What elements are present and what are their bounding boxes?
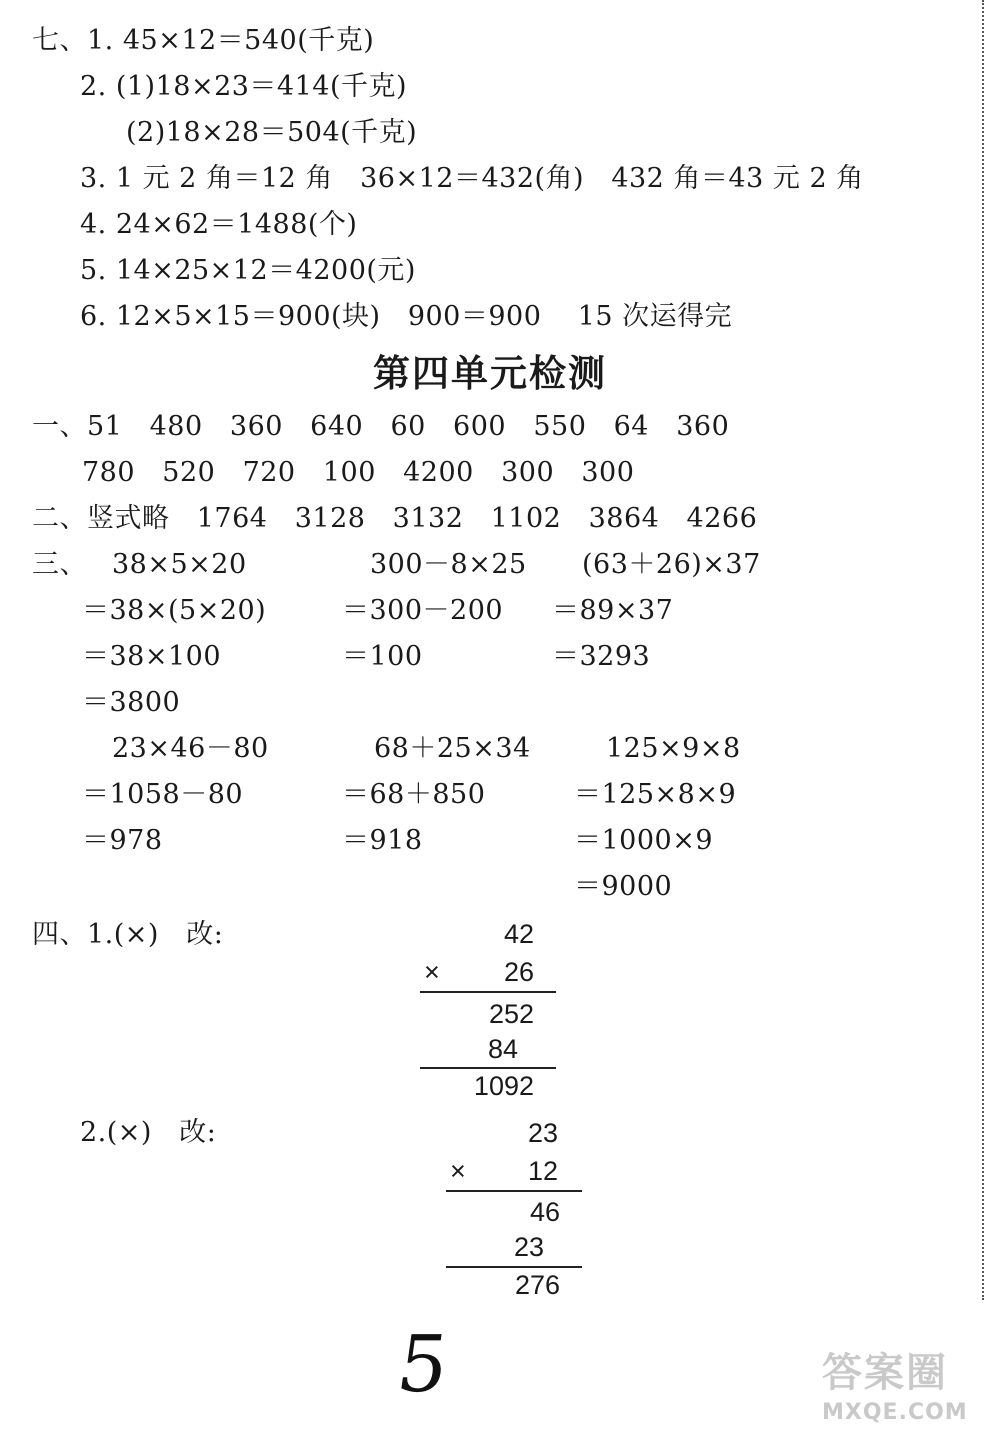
divider-line <box>446 1190 582 1192</box>
page-title: 第四单元检测 <box>373 352 607 395</box>
q4-item-2-label: 2.(×) 改: <box>80 1117 217 1148</box>
q3-calc-1-step-2: ＝38×(5×20) <box>82 595 267 626</box>
partial-product-2: 23 <box>513 1232 544 1262</box>
s7-line-4: 3. 1 元 2 角＝12 角 36×12＝432(角) 432 角＝43 元 2 角 <box>80 163 864 194</box>
q3-calc-6-step-2: ＝125×8×9 <box>574 779 737 810</box>
s7-line-5: 4. 24×62＝1488(个) <box>80 209 358 240</box>
multiplicand: 42 <box>503 919 534 949</box>
q3-calc-5-step-3: ＝918 <box>342 825 423 856</box>
q3-calc-4-step-3: ＝978 <box>82 825 163 856</box>
q3-calc-3-step-1: (63＋26)×37 <box>582 549 761 580</box>
q3-calc-3-step-2: ＝89×37 <box>552 595 674 626</box>
q3-calc-1-step-3: ＝38×100 <box>82 641 222 672</box>
divider-line <box>420 1067 556 1069</box>
q3-calc-2-step-3: ＝100 <box>342 641 423 672</box>
q3-calc-1-step-4: ＝3800 <box>82 687 181 718</box>
divider-line <box>420 991 556 993</box>
q3-calc-4-step-2: ＝1058－80 <box>82 779 244 810</box>
product: 1092 <box>473 1071 534 1101</box>
q3-calc-2-step-2: ＝300－200 <box>342 595 504 626</box>
q3-calc-6-step-1: 125×9×8 <box>606 733 741 764</box>
dotted-edge <box>982 0 984 1300</box>
s7-line-2: 2. (1)18×23＝414(千克) <box>80 71 408 102</box>
watermark-url: MXQE.COM <box>822 1400 968 1425</box>
s7-line-1: 七、1. 45×12＝540(千克) <box>32 25 375 56</box>
watermark-text: 答案圈 <box>822 1350 948 1396</box>
divider-line <box>446 1266 582 1268</box>
q1-row-2: 780 520 720 100 4200 300 300 <box>82 457 635 488</box>
q4-item-1-label: 四、1.(×) 改: <box>32 919 224 950</box>
page-number: 5 <box>391 1320 454 1410</box>
s7-line-3: (2)18×28＝504(千克) <box>126 117 418 148</box>
q3-calc-6-step-4: ＝9000 <box>574 871 673 902</box>
q2-row: 二、竖式略 1764 3128 3132 1102 3864 4266 <box>32 503 758 534</box>
q3-label: 三、 <box>32 549 87 580</box>
product: 276 <box>514 1270 560 1300</box>
q3-calc-1-step-1: 38×5×20 <box>112 549 247 580</box>
q3-calc-3-step-3: ＝3293 <box>552 641 651 672</box>
q3-calc-6-step-3: ＝1000×9 <box>574 825 714 856</box>
multiplicand: 23 <box>527 1118 558 1148</box>
multiplier: 26 <box>503 957 534 987</box>
watermark-logo <box>822 1348 992 1438</box>
partial-product-1: 252 <box>488 999 534 1029</box>
q1-row-1: 一、51 480 360 640 60 600 550 64 360 <box>32 411 730 442</box>
multiplier: 12 <box>527 1156 558 1186</box>
q3-calc-4-step-1: 23×46－80 <box>112 733 269 764</box>
multiply-sign: × <box>424 957 440 987</box>
s7-line-6: 5. 14×25×12＝4200(元) <box>80 255 416 286</box>
multiply-sign: × <box>450 1156 466 1186</box>
q3-calc-5-step-2: ＝68＋850 <box>342 779 486 810</box>
q3-calc-5-step-1: 68＋25×34 <box>374 733 531 764</box>
s7-line-7: 6. 12×5×15＝900(块) 900＝900 15 次运得完 <box>80 301 733 332</box>
partial-product-2: 84 <box>487 1034 518 1064</box>
q3-calc-2-step-1: 300－8×25 <box>370 549 527 580</box>
partial-product-1: 46 <box>529 1197 560 1227</box>
